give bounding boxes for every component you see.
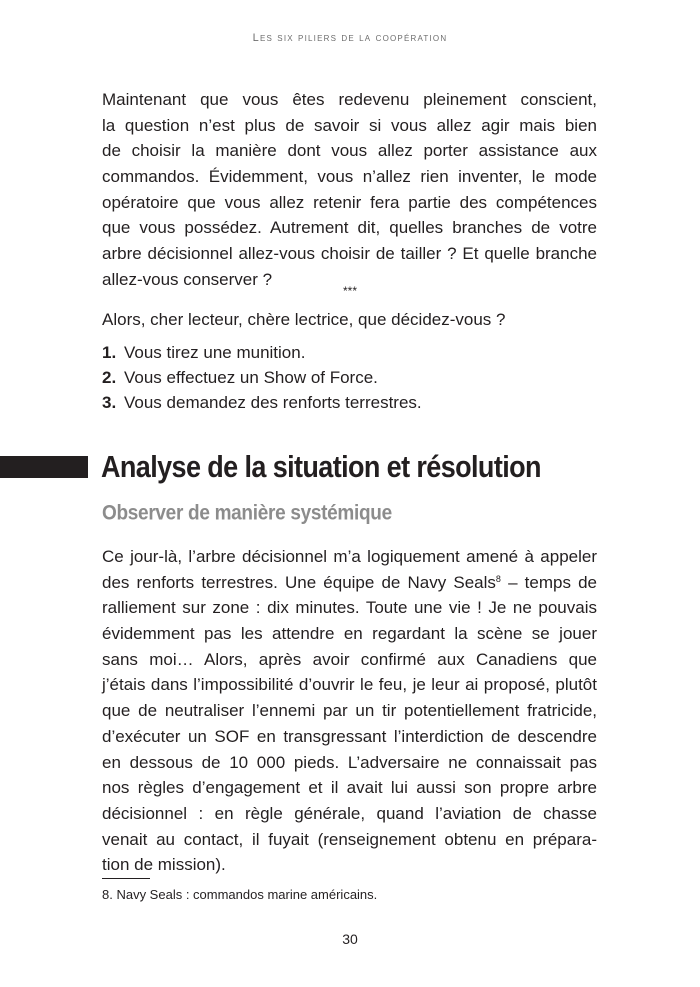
question: Alors, cher lecteur, chère lectrice, que décidez-vous ?	[102, 310, 506, 329]
text-line: de choisir la manière dont vous allez porter assistance aux	[102, 141, 597, 161]
text-line: sans moi… Alors, après avoir confirmé aux Canadiens que	[102, 649, 597, 669]
text-span: des renforts terrestres. Une équipe de Navy Seals	[102, 572, 496, 592]
item-number: 2.	[102, 368, 117, 387]
section-separator: ***	[342, 284, 357, 298]
item-text: Vous demandez des renforts terrestres.	[124, 393, 422, 412]
text-line: d’exécuter un SOF en transgressant l’interdiction de descendre	[102, 726, 597, 746]
running-head: Les six piliers de la coopération	[252, 32, 448, 44]
text-line: arbre décisionnel allez-vous choisir de tailler ? Et quelle branche	[102, 244, 597, 264]
text-line: évidemment pas les attendre en regardant la scène se jouer	[102, 624, 597, 644]
section-heading: Analyse de la situation et résolution	[101, 450, 541, 484]
text-line: que vous possédez. Autrement dit, quelles branches de votre	[102, 218, 597, 238]
text-line: en dessous de 10 000 pieds. L’adversaire ne connaissait pas	[102, 752, 597, 772]
item-text: Vous effectuez un Show of Force.	[124, 368, 378, 387]
paragraph-2	[102, 544, 597, 878]
list-item	[102, 390, 422, 415]
text-line: allez-vous conserver ?	[102, 269, 273, 289]
heading-bar	[0, 456, 88, 478]
footnote-divider	[102, 878, 150, 879]
text-span: – temps de	[500, 572, 598, 592]
text-line: opératoire que vous allez retenir fera partie des compétences	[102, 192, 597, 212]
text-line: la question n’est plus de savoir si vous allez agir mais bien	[102, 115, 597, 135]
text-line: commandos. Évidemment, vous n’allez rien inventer, le mode	[102, 167, 597, 187]
text-line: nos règles d’engagement et il avait lui aussi son propre arbre	[102, 778, 597, 798]
text-line	[102, 570, 597, 596]
paragraph-1	[102, 87, 597, 293]
footnote: 8. Navy Seals : commandos marine américains.	[102, 887, 378, 902]
page-number: 30	[342, 931, 358, 947]
options-list	[102, 340, 422, 415]
text-line: venait au contact, il fuyait (renseignement obtenu en prépara-	[102, 829, 597, 849]
item-number: 1.	[102, 343, 117, 362]
text-line: tion de mission).	[102, 855, 226, 875]
text-line: ralliement sur zone : dix minutes. Toute une vie ! Je ne pouvais	[102, 598, 597, 618]
list-item	[102, 365, 422, 390]
text-line: Maintenant que vous êtes redevenu pleinement conscient,	[102, 90, 597, 109]
subsection-heading: Observer de manière systémique	[102, 502, 392, 526]
item-text: Vous tirez une munition.	[124, 343, 306, 362]
list-item	[102, 340, 422, 365]
item-number: 3.	[102, 393, 117, 412]
text-line: Ce jour-là, l’arbre décisionnel m’a logiquement amené à appeler	[102, 547, 597, 566]
text-line: décisionnel : en règle générale, quand l’aviation de chasse	[102, 803, 597, 823]
text-line: j’étais dans l’impossibilité d’ouvrir le feu, je leur ai proposé, plutôt	[102, 675, 597, 695]
footnote-ref[interactable]: 8	[495, 573, 501, 584]
text-line: que de neutraliser l’ennemi par un tir potentiellement fratricide,	[102, 701, 597, 721]
